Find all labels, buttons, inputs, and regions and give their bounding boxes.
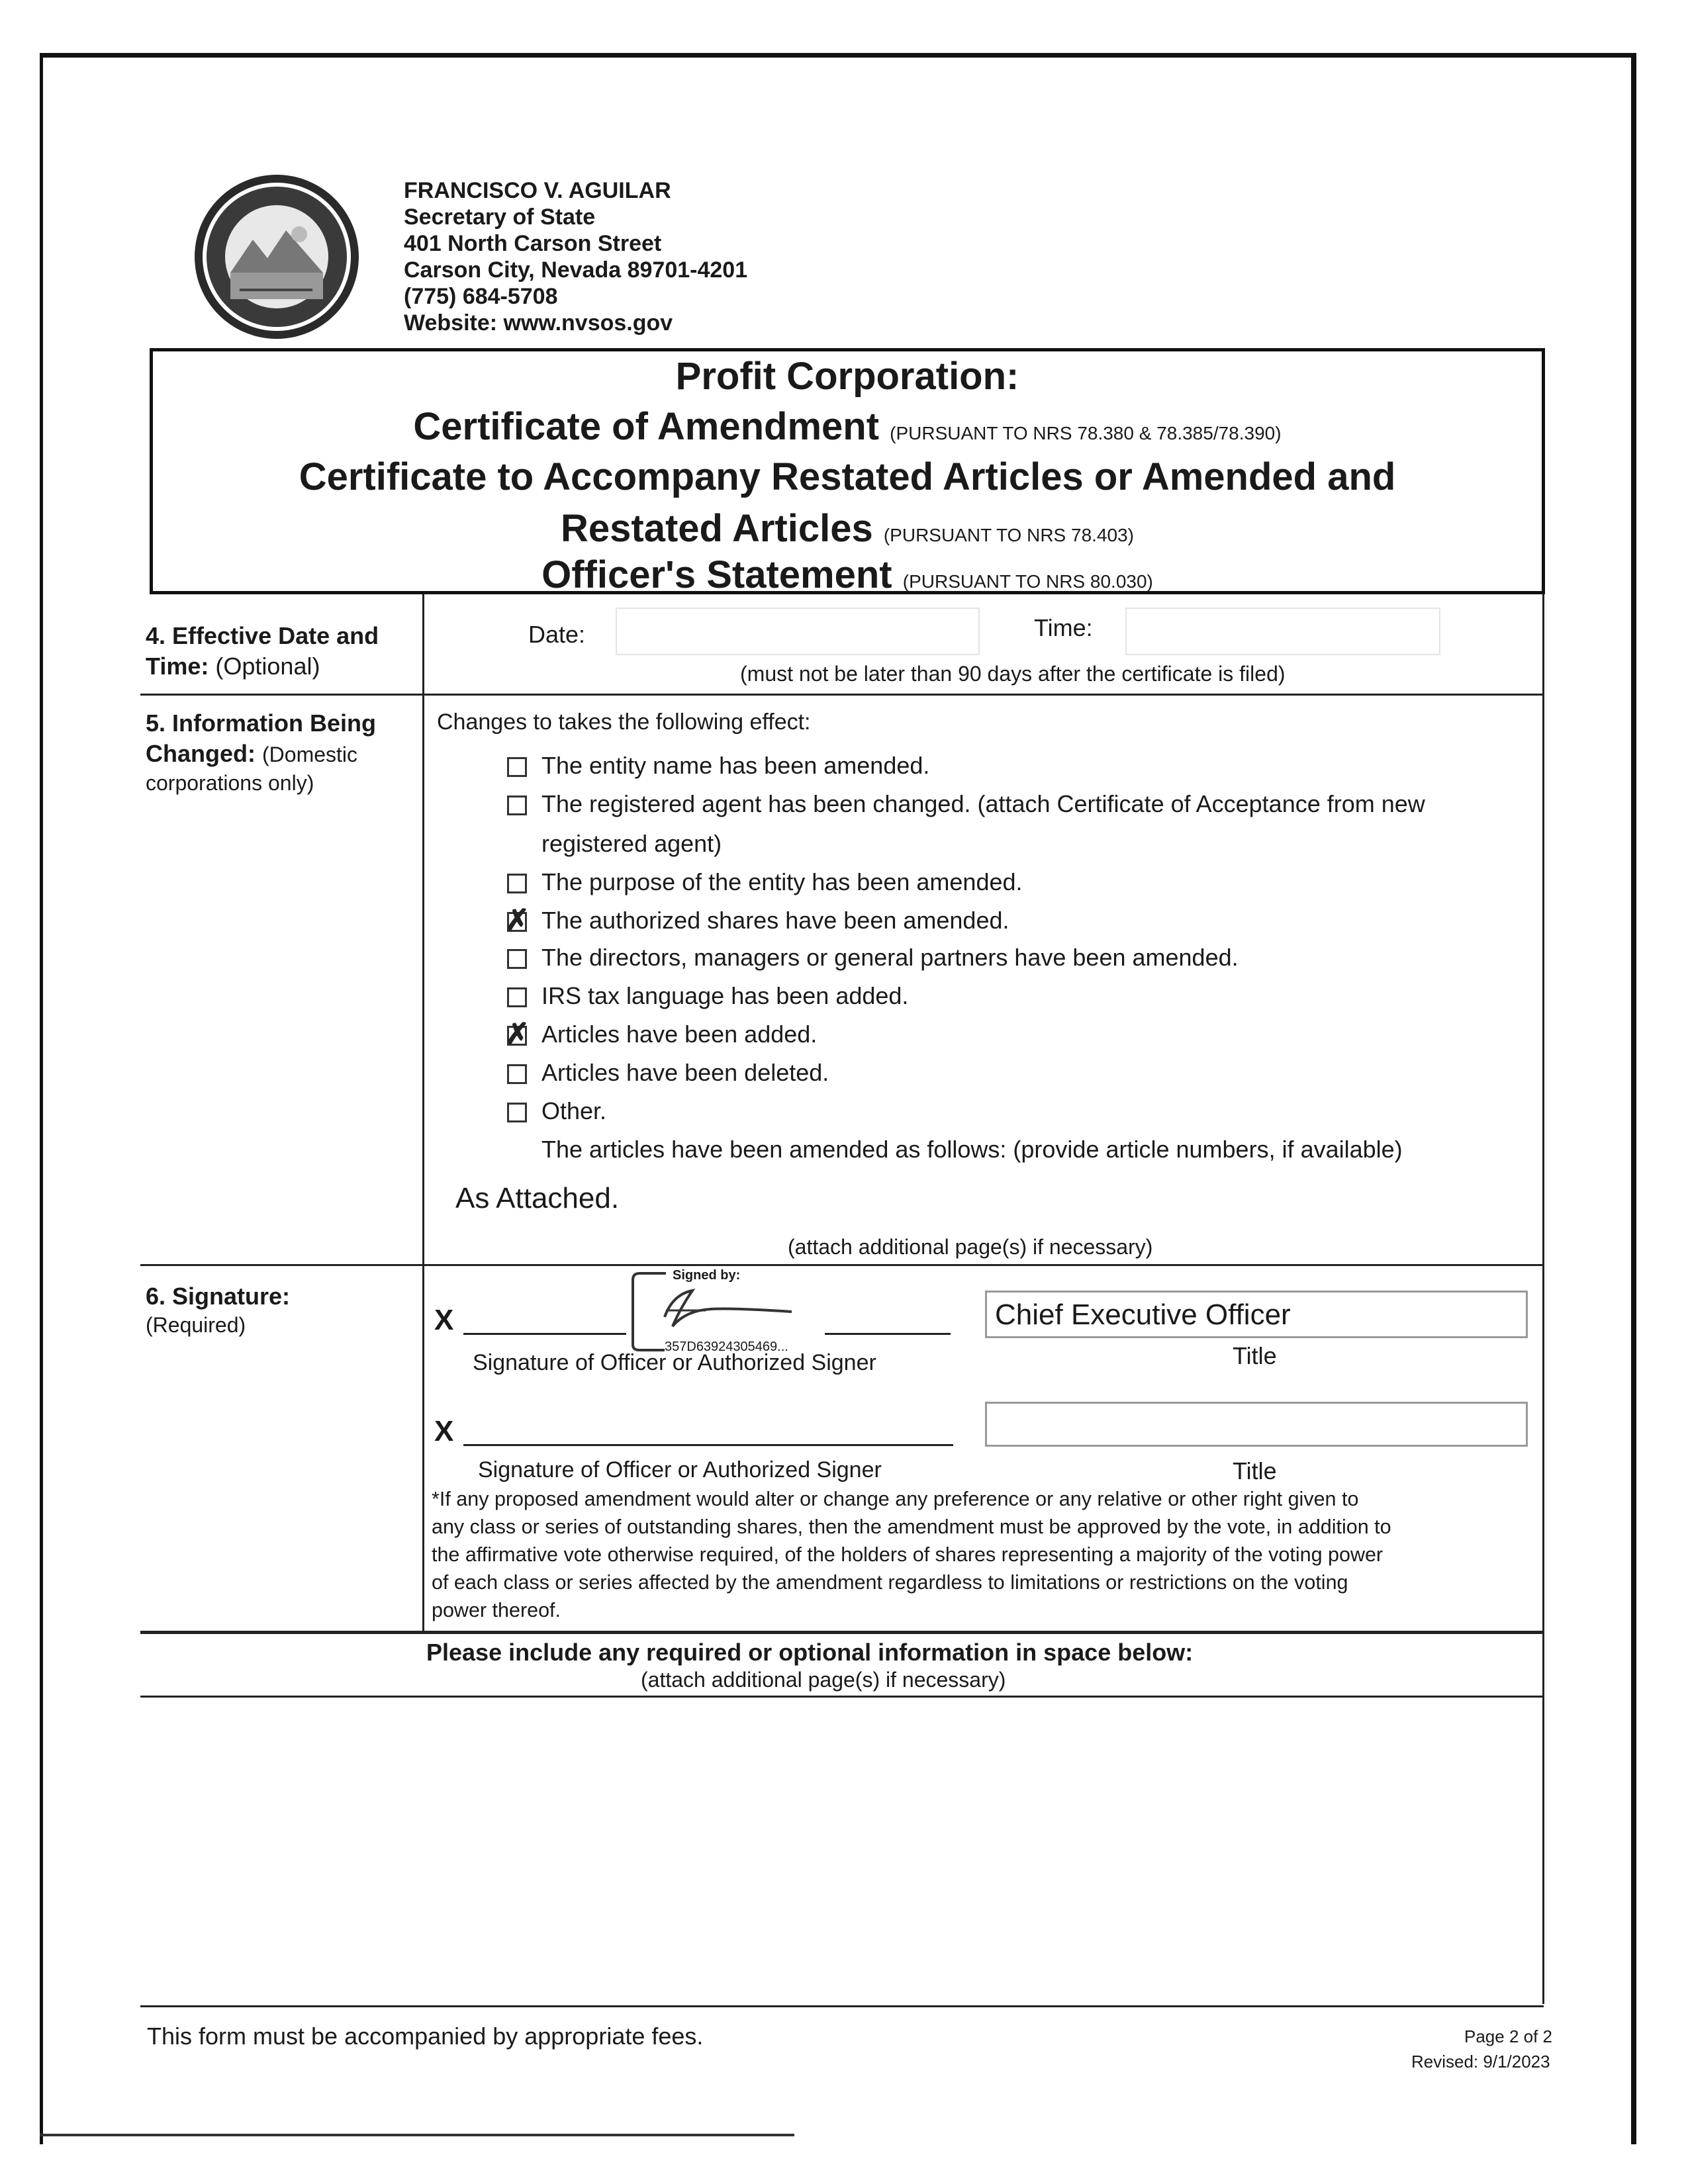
section-4-subtitle: Time: (Optional) <box>146 653 320 680</box>
page-border-right <box>1631 53 1636 2144</box>
row-divider-4-5 <box>140 694 1544 696</box>
signature-1-x: X <box>434 1304 454 1336</box>
option-articles-deleted: Articles have been deleted. <box>541 1059 829 1086</box>
nevada-state-seal <box>193 173 360 340</box>
amended-articles-value[interactable]: As Attached. <box>455 1182 620 1214</box>
option-directors: The directors, managers or general partners have been amended. <box>541 944 1239 971</box>
time-label: Time: <box>1034 614 1093 641</box>
option-irs-tax: IRS tax language has been added. <box>541 982 909 1009</box>
checkbox-other[interactable] <box>507 1103 527 1122</box>
checkbox-registered-agent[interactable] <box>507 796 527 815</box>
title-line-1: Profit Corporation: <box>675 355 1019 398</box>
footnote-line-3: the affirmative vote otherwise required, of the holders of shares representing a majority of the voting power <box>432 1543 1383 1566</box>
checkbox-irs-tax[interactable] <box>507 987 527 1007</box>
option-authorized-shares: The authorized shares have been amended. <box>541 907 1009 934</box>
checkbox-articles-added[interactable] <box>505 1018 530 1050</box>
amended-prompt: The articles have been amended as follows: (provide article numbers, if available) <box>541 1136 1403 1163</box>
row-divider-6-extra <box>140 1631 1544 1634</box>
title-2-caption: Title <box>1233 1457 1277 1484</box>
section-4-title: 4. Effective Date and <box>146 622 379 649</box>
section-6-title: 6. Signature: <box>146 1283 291 1310</box>
page-number: Page 2 of 2 <box>1464 2026 1552 2046</box>
changes-intro: Changes to takes the following effect: <box>437 709 811 735</box>
title-line-5-note: (PURSUANT TO NRS 80.030) <box>902 571 1153 592</box>
title-1-field[interactable]: Chief Executive Officer <box>985 1291 1528 1338</box>
title-line-4-note: (PURSUANT TO NRS 78.403) <box>883 525 1134 545</box>
signer-id: 357D63924305469... <box>665 1340 788 1354</box>
checkbox-directors[interactable] <box>507 949 527 969</box>
date-input[interactable] <box>616 608 980 655</box>
checkmark-x-icon: ✗ <box>505 1018 530 1050</box>
checkbox-authorized-shares[interactable] <box>505 904 530 936</box>
checkmark-x-icon: ✗ <box>505 904 530 936</box>
signature-2-caption: Signature of Officer or Authorized Signer <box>478 1457 882 1482</box>
street-address: 401 North Carson Street <box>404 231 662 256</box>
section-6-subtitle: (Required) <box>146 1313 246 1337</box>
title-line-4 <box>153 506 1542 551</box>
section-6-label <box>146 1281 290 1338</box>
title-certificate-of-amendment: Certificate of Amendment <box>413 405 880 448</box>
extra-info-heading: Please include any required or optional information in space below: <box>426 1639 1194 1666</box>
title-restated-articles: Restated Articles <box>561 507 873 550</box>
date-label: Date: <box>528 621 586 648</box>
signature-1-caption: Signature of Officer or Authorized Signer <box>473 1350 876 1375</box>
footnote-line-4: of each class or series affected by the amendment regardless to limitations or restrictions on the voting <box>432 1571 1348 1594</box>
signature-2-x: X <box>434 1415 454 1447</box>
amendment-footnote <box>432 1485 1544 1624</box>
option-entity-name: The entity name has been amended. <box>541 752 930 779</box>
option-purpose: The purpose of the entity has been amended. <box>541 868 1023 895</box>
signature-2-line <box>463 1444 953 1446</box>
title-2-field[interactable] <box>985 1402 1528 1447</box>
revised-date: Revised: 9/1/2023 <box>1411 2052 1550 2071</box>
website: Website: www.nvsos.gov <box>404 310 673 336</box>
row-divider-5-6 <box>140 1264 1544 1266</box>
option-articles-added: Articles have been added. <box>541 1021 818 1048</box>
checkbox-purpose[interactable] <box>507 874 527 893</box>
signed-by-label: Signed by: <box>670 1268 743 1283</box>
section-5-subtitle-2: corporations only) <box>146 771 314 795</box>
extra-info-note: (attach additional page(s) if necessary) <box>641 1668 1006 1692</box>
section-4-label <box>146 621 379 682</box>
secretary-of-state-header <box>404 177 747 336</box>
attach-note: (attach additional page(s) if necessary) <box>788 1235 1153 1259</box>
title-officers-statement: Officer's Statement <box>541 553 892 596</box>
title-line-5 <box>153 553 1542 597</box>
form-title-box <box>150 348 1545 594</box>
title-line-3: Certificate to Accompany Restated Articles or Amended and <box>299 455 1396 498</box>
footnote-line-2: any class or series of outstanding shares, then the amendment must be approved by the vote, in addition to <box>432 1516 1391 1538</box>
effective-date-note: (must not be later than 90 days after the certificate is filed) <box>740 662 1286 686</box>
table-right-border <box>1542 594 1544 2004</box>
extra-space-bottom <box>140 2005 1544 2007</box>
office-title: Secretary of State <box>404 205 596 230</box>
option-other: Other. <box>541 1097 607 1124</box>
signed-by-stamp <box>626 1268 825 1354</box>
city-address: Carson City, Nevada 89701-4201 <box>404 257 748 283</box>
section-5-title: 5. Information Being <box>146 709 377 737</box>
title-line-2-note: (PURSUANT TO NRS 78.380 & 78.385/78.390) <box>890 423 1282 443</box>
option-registered-agent-cont: registered agent) <box>541 830 722 857</box>
title-line-2 <box>153 404 1542 449</box>
page-border-bottom <box>40 2134 794 2136</box>
section-5-subtitle: Changed: (Domestic <box>146 740 358 767</box>
fees-notice: This form must be accompanied by appropriate fees. <box>147 2023 704 2050</box>
extra-info-area[interactable] <box>142 1698 1540 2003</box>
footnote-line-5: power thereof. <box>432 1599 561 1621</box>
title-1-caption: Title <box>1233 1342 1277 1369</box>
page-border-top <box>40 53 1635 58</box>
time-input[interactable] <box>1125 608 1440 655</box>
section-5-label <box>146 708 376 796</box>
phone-number: (775) 684-5708 <box>404 284 558 309</box>
checkbox-entity-name[interactable] <box>507 757 527 777</box>
page-border-left <box>40 53 43 2144</box>
checkbox-articles-deleted[interactable] <box>507 1064 527 1084</box>
extra-heading-divider <box>140 1696 1544 1698</box>
table-column-divider <box>422 594 424 1633</box>
option-registered-agent: The registered agent has been changed. (attach Certificate of Acceptance from new <box>541 790 1425 817</box>
officer-name: FRANCISCO V. AGUILAR <box>404 178 671 203</box>
footnote-line-1: *If any proposed amendment would alter or change any preference or any relative or other right given to <box>432 1488 1359 1510</box>
